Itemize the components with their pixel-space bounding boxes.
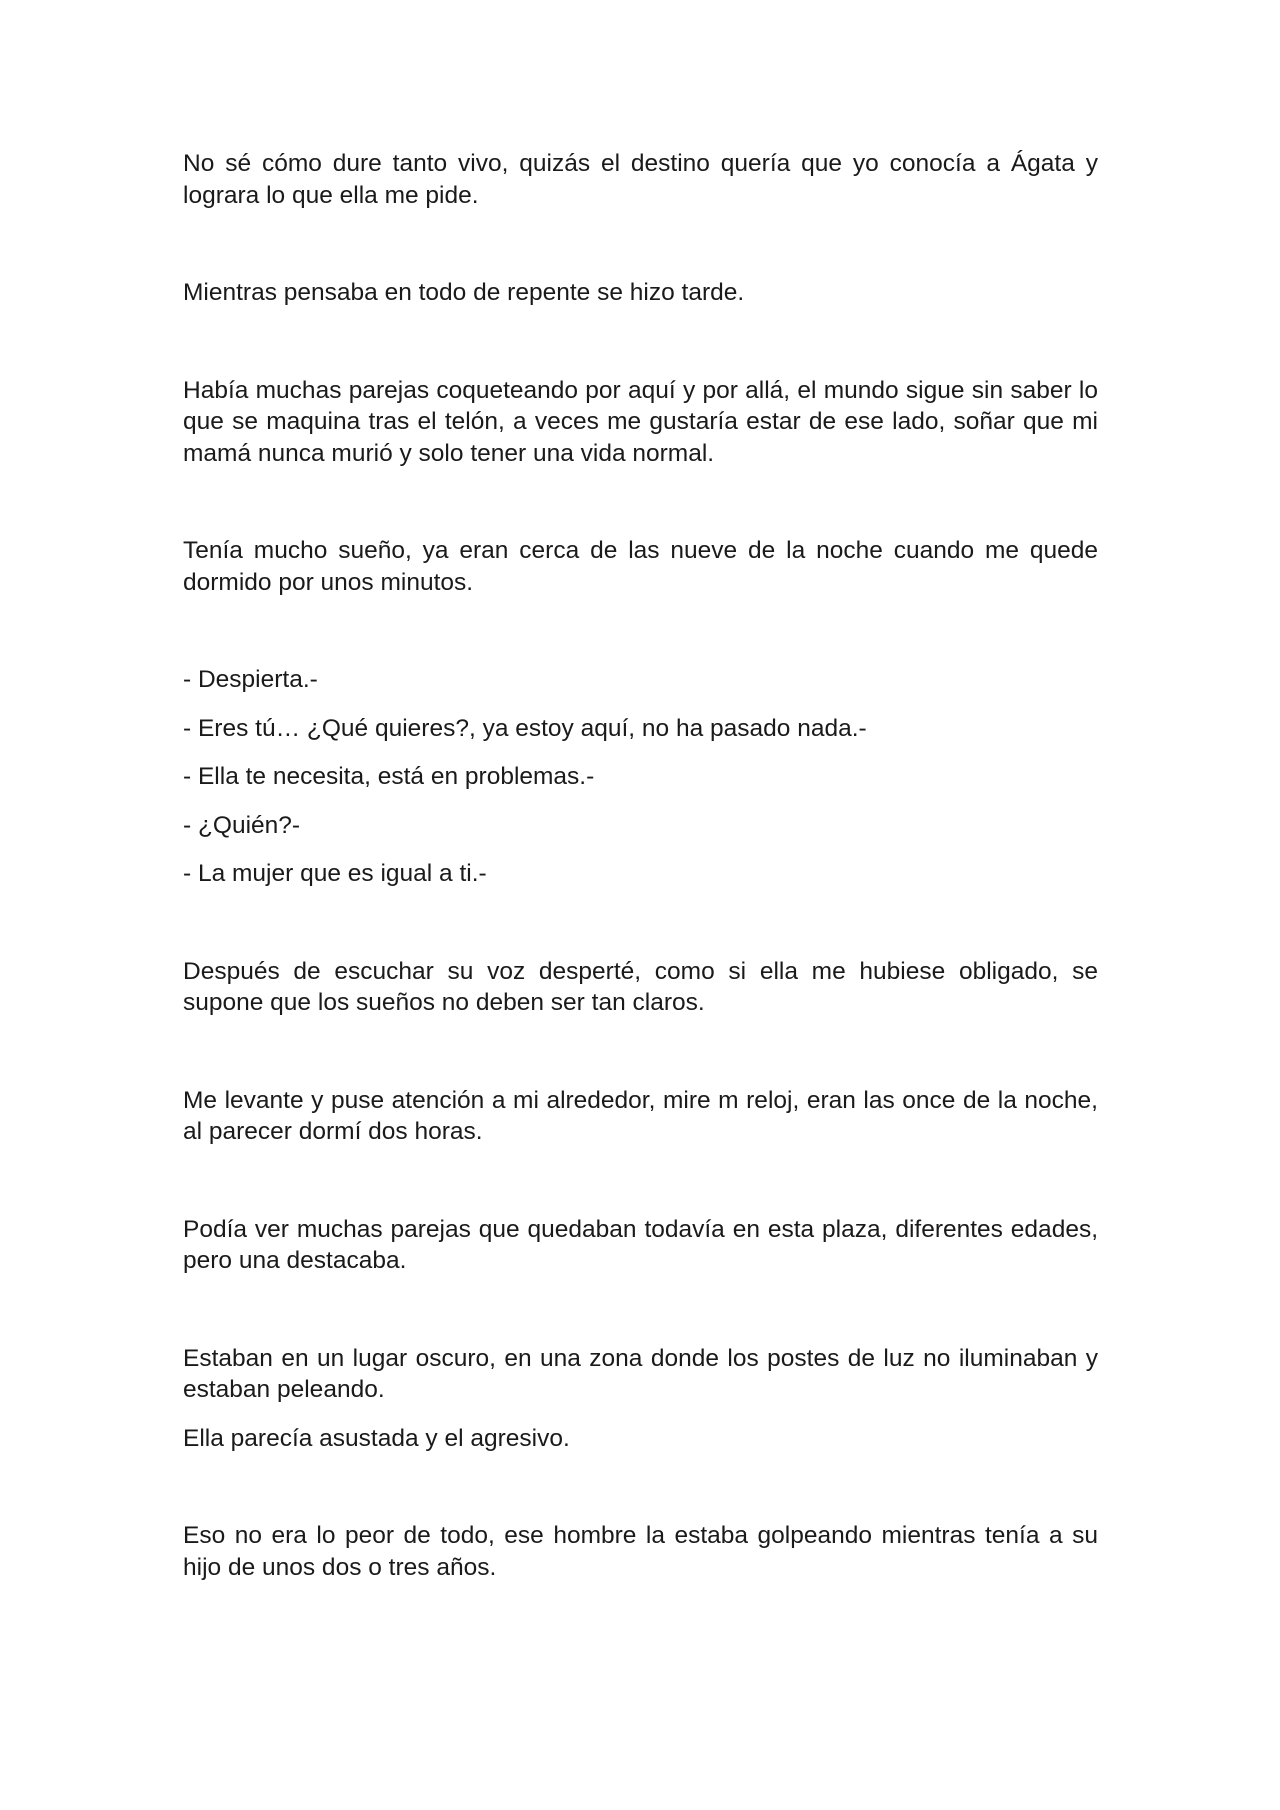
paragraph: Mientras pensaba en todo de repente se hizo tarde. — [183, 279, 745, 306]
dialogue-line: - ¿Quién?- — [183, 811, 301, 839]
paragraph: Eso no era lo peor de todo, ese hombre la estaba golpeando mientras tenía a su hijo de unos dos o tres años. — [183, 1522, 1098, 1581]
dialogue-line: - Despierta.- — [183, 666, 318, 693]
paragraph: Tenía mucho sueño, ya eran cerca de las nueve de la noche cuando me quede dormido por unos minutos. — [183, 537, 1098, 596]
paragraph: Estaban en un lugar oscuro, en una zona donde los postes de luz no iluminaban y estaban peleando. — [183, 1344, 1098, 1403]
dialogue-line: - La mujer que es igual a ti.- — [183, 860, 487, 887]
paragraph: No sé cómo dure tanto vivo, quizás el destino quería que yo conocía a Ágata y lograra lo que ella me pide. — [183, 150, 1098, 209]
paragraph: Me levante y puse atención a mi alrededor, mire m reloj, eran las once de la noche, al parecer dormí dos horas. — [183, 1086, 1098, 1145]
dialogue-line: - Ella te necesita, está en problemas.- — [183, 763, 595, 790]
paragraph: Podía ver muchas parejas que quedaban todavía en esta plaza, diferentes edades, pero una destacaba. — [183, 1215, 1098, 1274]
paragraph: Había muchas parejas coqueteando por aquí y por allá, el mundo sigue sin saber lo que se maquina tras el telón, a veces me gustaría estar de ese lado, soñar que mi mamá nunca murió y solo tener una vida normal. — [183, 376, 1098, 467]
document-page — [183, 148, 1098, 1583]
paragraph: Ella parecía asustada y el agresivo. — [183, 1424, 570, 1452]
dialogue-line: - Eres tú… ¿Qué quieres?, ya estoy aquí, no ha pasado nada.- — [183, 714, 867, 742]
paragraph: Después de escuchar su voz desperté, como si ella me hubiese obligado, se supone que los sueños no deben ser tan claros. — [183, 957, 1098, 1016]
